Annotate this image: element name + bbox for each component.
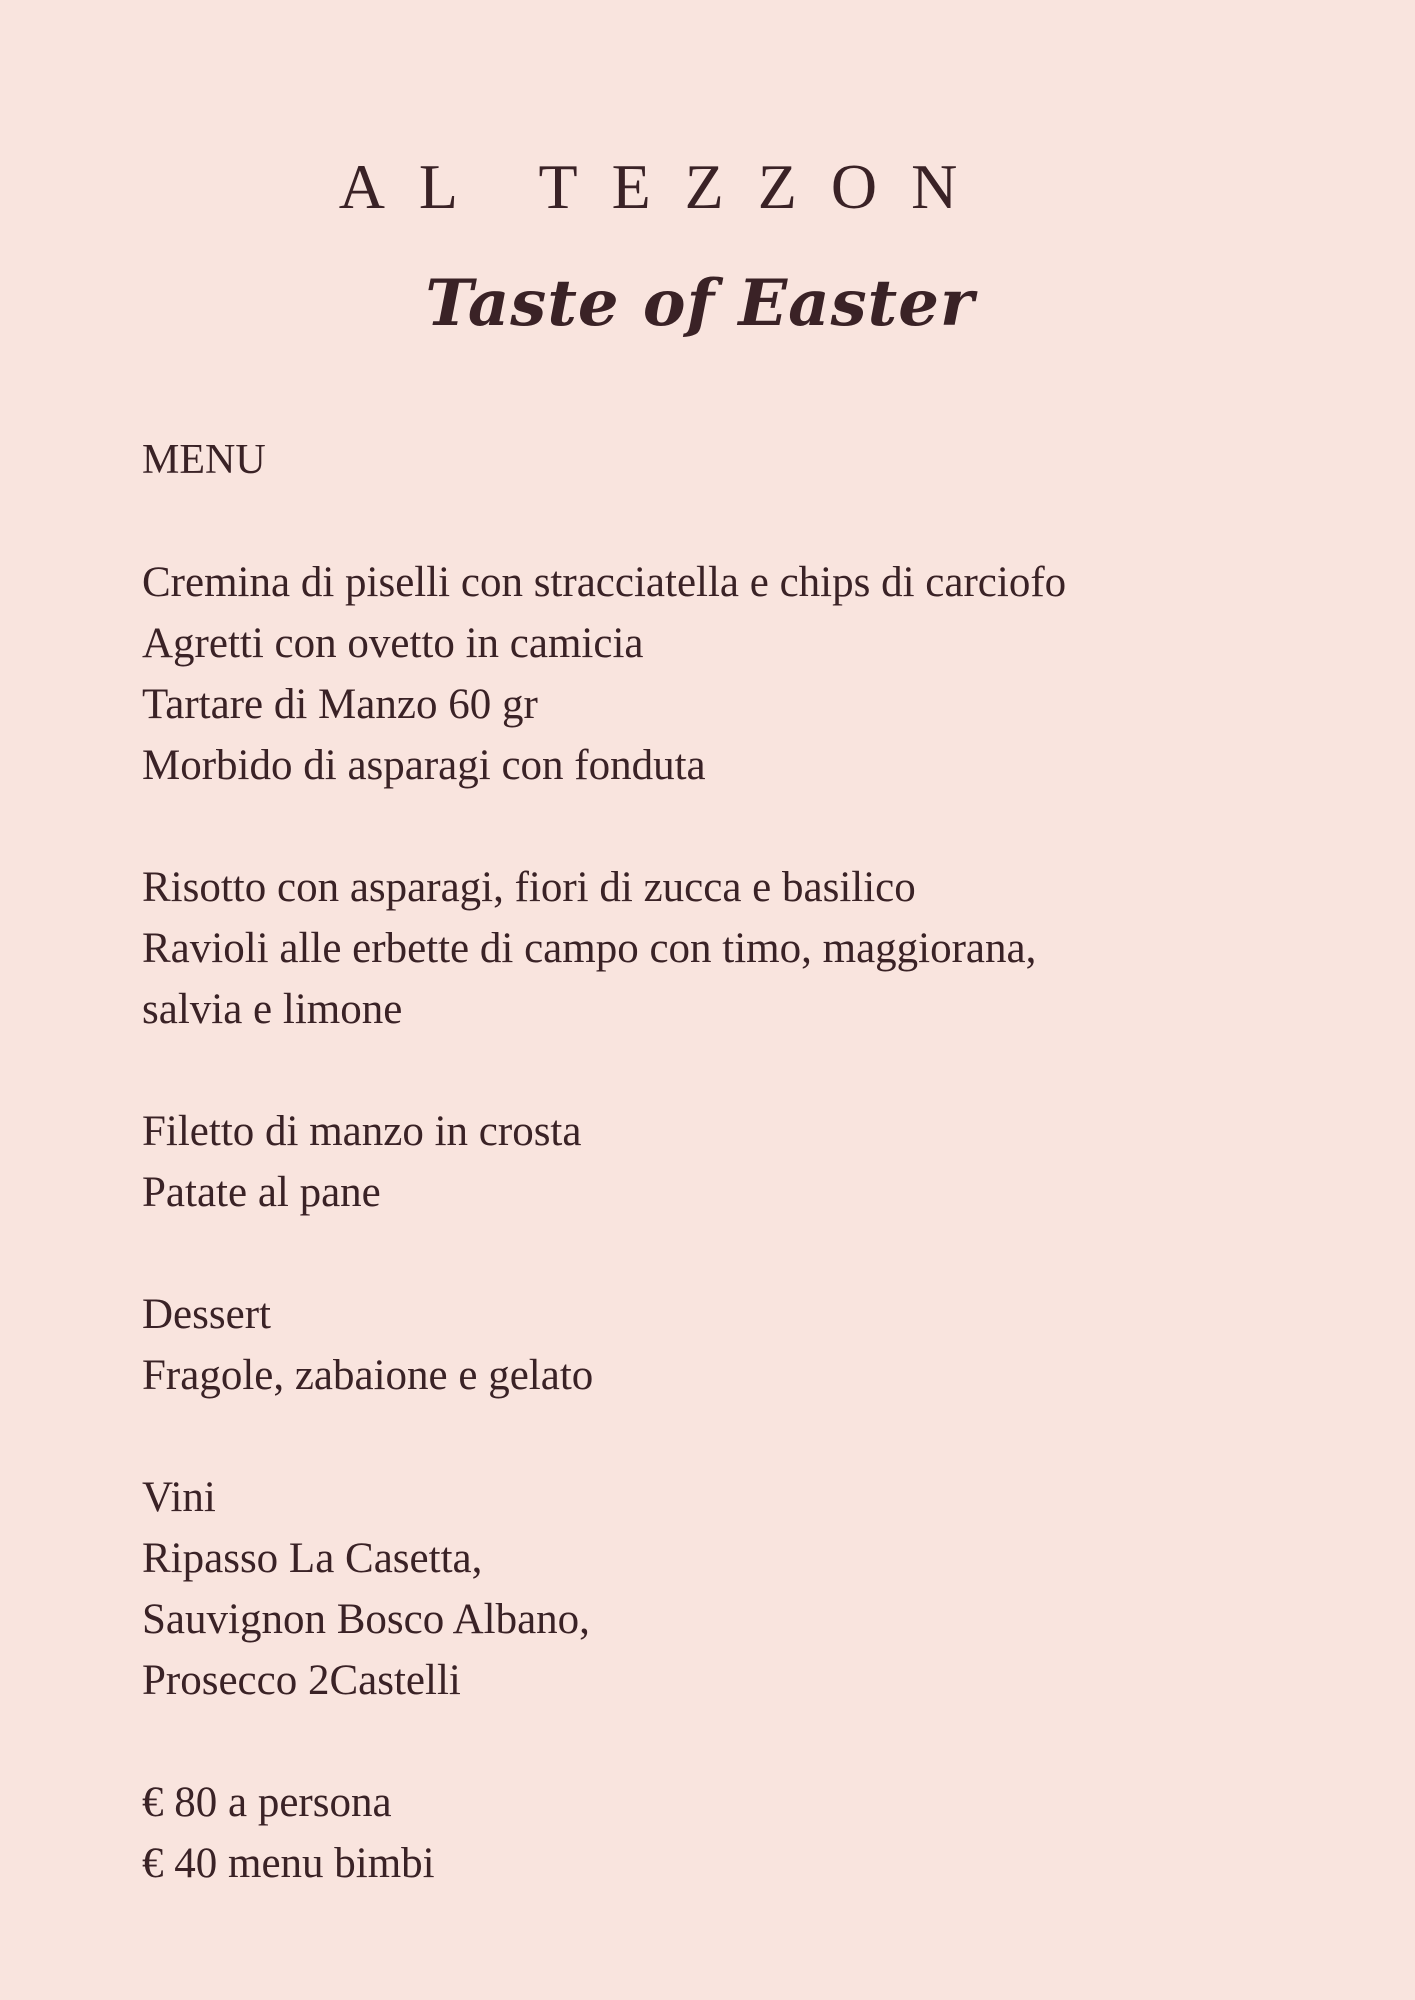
menu-item: Agretti con ovetto in camicia xyxy=(142,620,644,667)
section-title-vini: Vini xyxy=(142,1474,216,1521)
menu-item: Filetto di manzo in crosta xyxy=(142,1108,582,1155)
section-secondi xyxy=(142,1101,1292,1223)
menu-item: salvia e limone xyxy=(142,986,403,1033)
section-vini xyxy=(142,1467,1292,1711)
section-antipasti xyxy=(142,552,1292,796)
menu-item: Cremina di piselli con stracciatella e chips di carciofo xyxy=(142,559,1067,606)
price-kids: € 40 menu bimbi xyxy=(142,1840,435,1887)
wine-item: Sauvignon Bosco Albano, xyxy=(142,1596,590,1643)
restaurant-name: AL TEZZON xyxy=(338,151,992,222)
menu-item: Patate al pane xyxy=(142,1169,381,1216)
menu-body xyxy=(142,430,1292,1894)
wine-item: Prosecco 2Castelli xyxy=(142,1657,461,1704)
section-primi xyxy=(142,857,1292,1040)
menu-item: Risotto con asparagi, fiori di zucca e basilico xyxy=(142,864,916,911)
section-title-dessert: Dessert xyxy=(142,1291,271,1338)
price-adult: € 80 a persona xyxy=(142,1779,392,1826)
menu-item: Fragole, zabaione e gelato xyxy=(142,1352,594,1399)
menu-heading: MENU xyxy=(142,437,266,483)
section-prezzi xyxy=(142,1772,1292,1894)
menu-item: Ravioli alle erbette di campo con timo, maggiorana, xyxy=(142,925,1037,972)
menu-item: Morbido di asparagi con fonduta xyxy=(142,742,706,789)
menu-item: Tartare di Manzo 60 gr xyxy=(142,681,538,728)
section-dessert xyxy=(142,1284,1292,1406)
wine-item: Ripasso La Casetta, xyxy=(142,1535,483,1582)
menu-subtitle: Taste of Easter xyxy=(425,266,975,341)
